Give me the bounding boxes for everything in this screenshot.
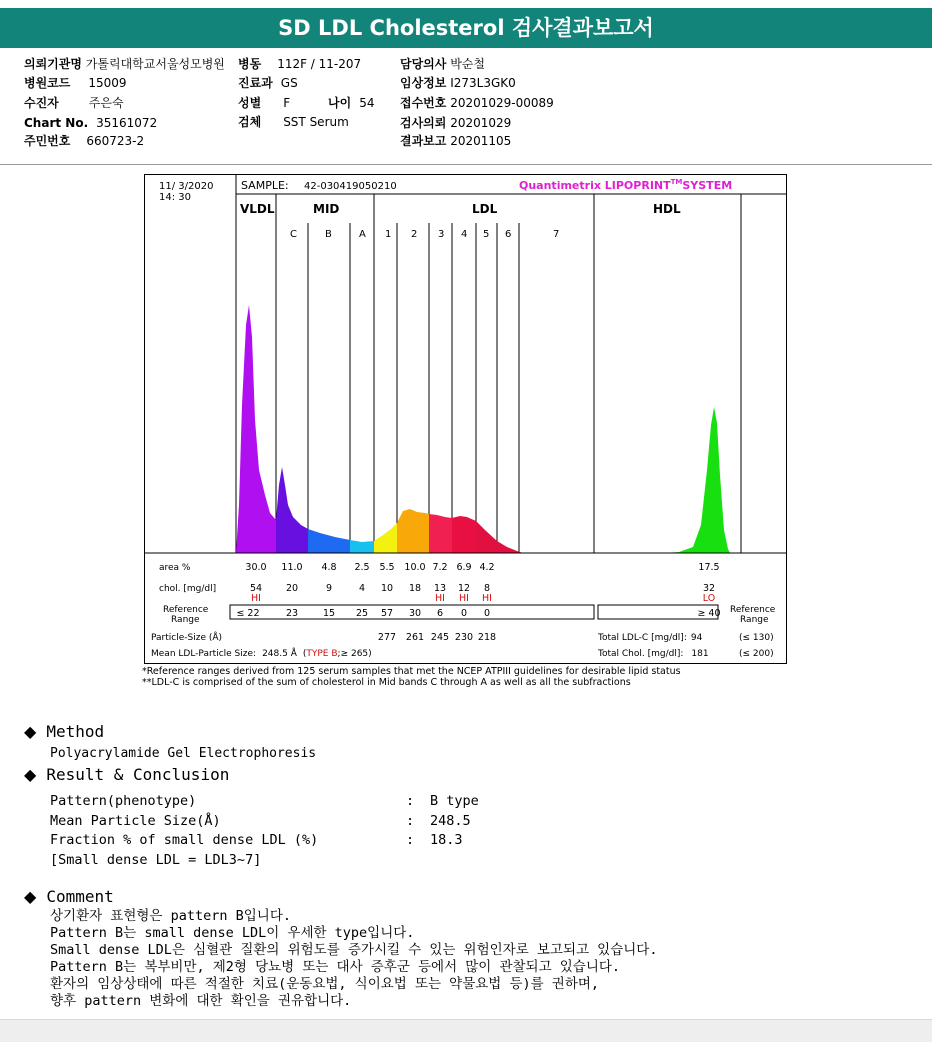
bottom-scroll-area [0, 1019, 932, 1042]
ref-row-label-right-1: Reference [730, 605, 776, 615]
info-col1-1: 병원코드 15009 [24, 76, 127, 90]
info-col2-0: 병동 112F / 11-207 [238, 57, 362, 71]
particle-size-value: 277 [377, 632, 397, 643]
peak-7 [452, 516, 476, 553]
chol-row-label: chol. [mg/dl] [159, 584, 217, 594]
chol-value: 13 [433, 583, 447, 594]
ref-value: 15 [322, 608, 336, 619]
ref-value: 0 [460, 608, 468, 619]
chol-value: 9 [325, 583, 333, 594]
peak-3 [350, 540, 374, 553]
result-heading: ◆ Result & Conclusion [24, 765, 230, 784]
chol-value: 8 [483, 583, 491, 594]
particle-size-value: 245 [430, 632, 450, 643]
band-label-A: A [359, 229, 366, 240]
ldl-header: LDL [472, 202, 498, 216]
ref-row-label-1: Reference [163, 605, 209, 615]
footnote-1: *Reference ranges derived from 125 serum samples that met the NCEP ATPIII guidelines for desirable lipid status [142, 666, 681, 677]
mid-header: MID [313, 202, 340, 216]
area-value: 4.8 [321, 562, 337, 573]
particle-size-label: Particle-Size (Å) [151, 633, 223, 643]
ref-value: 0 [483, 608, 491, 619]
comment-line-3: Pattern B는 복부비만, 제2형 당뇨병 또는 대사 증후군 등에서 많이 관찰되고 있습니다. [50, 959, 621, 975]
report-title: SD LDL Cholesterol 검사결과보고서 [0, 8, 932, 48]
particle-size-value: 261 [405, 632, 425, 643]
peak-4 [374, 523, 397, 553]
info-col1-3: Chart No. 35161072 [24, 116, 158, 130]
area-value: 4.2 [479, 562, 495, 573]
result-note: [Small dense LDL = LDL3~7] [50, 852, 262, 868]
chol-value: 12 [457, 583, 471, 594]
result-row-1-label: Mean Particle Size(Å) [50, 813, 221, 829]
report-date: 11/ 3/2020 [159, 181, 214, 192]
sample-label: SAMPLE: [241, 179, 289, 192]
area-value: 30.0 [245, 562, 267, 573]
info-col1-4: 주민번호 660723-2 [24, 134, 145, 148]
peak-1 [276, 467, 308, 553]
table-values [236, 562, 720, 643]
comment-line-1: Pattern B는 small dense LDL이 우세한 type입니다. [50, 925, 415, 941]
area-value: 10.0 [404, 562, 426, 573]
chol-flag: HI [435, 593, 445, 604]
hdl-header: HDL [653, 202, 681, 216]
brand-name: Quantimetrix LIPOPRINT™SYSTEM [519, 178, 733, 192]
ref-row-label-2: Range [171, 615, 200, 625]
lipoprint-chart [145, 175, 786, 663]
total-chol-line: Total Chol. [mg/dl]: 181 [598, 649, 709, 659]
peak-8 [476, 521, 523, 553]
info-col2-3: 검체 SST Serum [238, 115, 349, 129]
comment-line-0: 상기환자 표현형은 pattern B입니다. [50, 908, 291, 924]
area-value: 6.9 [456, 562, 472, 573]
result-row-0-label: Pattern(phenotype) [50, 793, 197, 809]
info-col3-4: 결과보고 20201105 [400, 134, 512, 148]
info-col3-3: 검사의뢰 20201029 [400, 116, 512, 130]
chol-flag: LO [702, 593, 716, 604]
chol-value: 18 [408, 583, 422, 594]
band-label-2: 2 [411, 229, 418, 240]
info-col3-1: 임상정보 I273L3GK0 [400, 76, 516, 90]
chol-value: 10 [380, 583, 394, 594]
comment-line-2: Small dense LDL은 심혈관 질환의 위험도를 증가시킬 수 있는 위험인자로 보고되고 있습니다. [50, 942, 658, 958]
band-lines [276, 194, 741, 553]
chol-value: 54 [249, 583, 263, 594]
info-col3-0: 담당의사 박순철 [400, 57, 485, 71]
report-time: 14: 30 [159, 192, 191, 203]
ref-value: ≤ 22 [236, 608, 260, 619]
area-value: 11.0 [281, 562, 303, 573]
diamond-bullet-icon: ◆ [24, 765, 37, 784]
peak-0 [236, 305, 276, 553]
info-col3-2: 접수번호 20201029-00089 [400, 96, 554, 110]
band-label-C: C [290, 229, 297, 240]
ref-value: 30 [408, 608, 422, 619]
particle-size-value: 218 [477, 632, 497, 643]
total-ldl-ref: (≤ 130) [739, 633, 774, 643]
result-row-2-sep: : [406, 832, 415, 848]
info-age: 나이 54 [328, 96, 375, 110]
comment-heading: ◆ Comment [24, 887, 114, 906]
peaks-group [236, 305, 730, 553]
particle-size-value: 230 [454, 632, 474, 643]
band-label-7: 7 [553, 229, 560, 240]
band-label-1: 1 [385, 229, 392, 240]
ref-row-label-right-2: Range [740, 615, 769, 625]
chol-flag: HI [482, 593, 492, 604]
comment-line-5: 향후 pattern 변화에 대한 확인을 권유합니다. [50, 993, 352, 1009]
ref-value: 23 [285, 608, 299, 619]
chol-value: 32 [702, 583, 716, 594]
ref-value: 25 [355, 608, 369, 619]
band-label-5: 5 [483, 229, 490, 240]
info-col1-2: 수진자 주은숙 [24, 96, 124, 110]
result-row-1-sep: : [406, 813, 415, 829]
total-chol-ref: (≤ 200) [739, 649, 774, 659]
area-value: 2.5 [354, 562, 370, 573]
area-row-label: area % [159, 563, 191, 573]
sample-id: 42-030419050210 [304, 181, 397, 192]
peak-2 [308, 529, 350, 553]
chol-value: 20 [285, 583, 299, 594]
info-col2-2: 성별 F [238, 96, 291, 110]
band-label-6: 6 [505, 229, 512, 240]
chol-flag: HI [459, 593, 469, 604]
result-row-0-sep: : [406, 793, 415, 809]
mean-ldl-line: Mean LDL-Particle Size: 248.5 Å (TYPE B;≥ 265) [151, 649, 372, 659]
comment-line-4: 환자의 임상상태에 따른 적절한 치료(운동요법, 식이요법 또는 약물요법 등)를 권하며, [50, 976, 600, 992]
result-row-0-value: B type [430, 793, 479, 809]
chol-flag: HI [251, 593, 261, 604]
footnote-2: **LDL-C is comprised of the sum of cholesterol in Mid bands C through A as well as all the subfractions [142, 677, 631, 688]
method-heading: ◆ Method [24, 722, 105, 741]
area-value: 5.5 [379, 562, 395, 573]
method-text: Polyacrylamide Gel Electrophoresis [50, 746, 317, 761]
area-value: 17.5 [698, 562, 720, 573]
total-ldl-line: Total LDL-C [mg/dl]: 94 [598, 633, 703, 643]
ref-value: 57 [380, 608, 394, 619]
band-label-B: B [325, 229, 332, 240]
info-col1-0: 의뢰기관명 가톨릭대학교서울성모병원 [24, 57, 225, 71]
band-label-3: 3 [438, 229, 445, 240]
peak-5 [397, 509, 429, 553]
diamond-bullet-icon: ◆ [24, 887, 37, 906]
area-value: 7.2 [432, 562, 448, 573]
band-label-4: 4 [461, 229, 468, 240]
header-divider [0, 164, 932, 165]
lipoprint-report [144, 174, 787, 664]
result-row-2-value: 18.3 [430, 832, 463, 848]
ref-value: ≥ 40 [697, 608, 721, 619]
result-row-2-label: Fraction % of small dense LDL (%) [50, 832, 319, 848]
info-col2-1: 진료과 GS [238, 76, 298, 90]
peak-9 [665, 407, 730, 553]
peak-6 [429, 514, 452, 553]
chol-value: 4 [358, 583, 366, 594]
result-row-1-value: 248.5 [430, 813, 471, 829]
vldl-header: VLDL [240, 202, 275, 216]
ref-value: 6 [436, 608, 444, 619]
diamond-bullet-icon: ◆ [24, 722, 37, 741]
